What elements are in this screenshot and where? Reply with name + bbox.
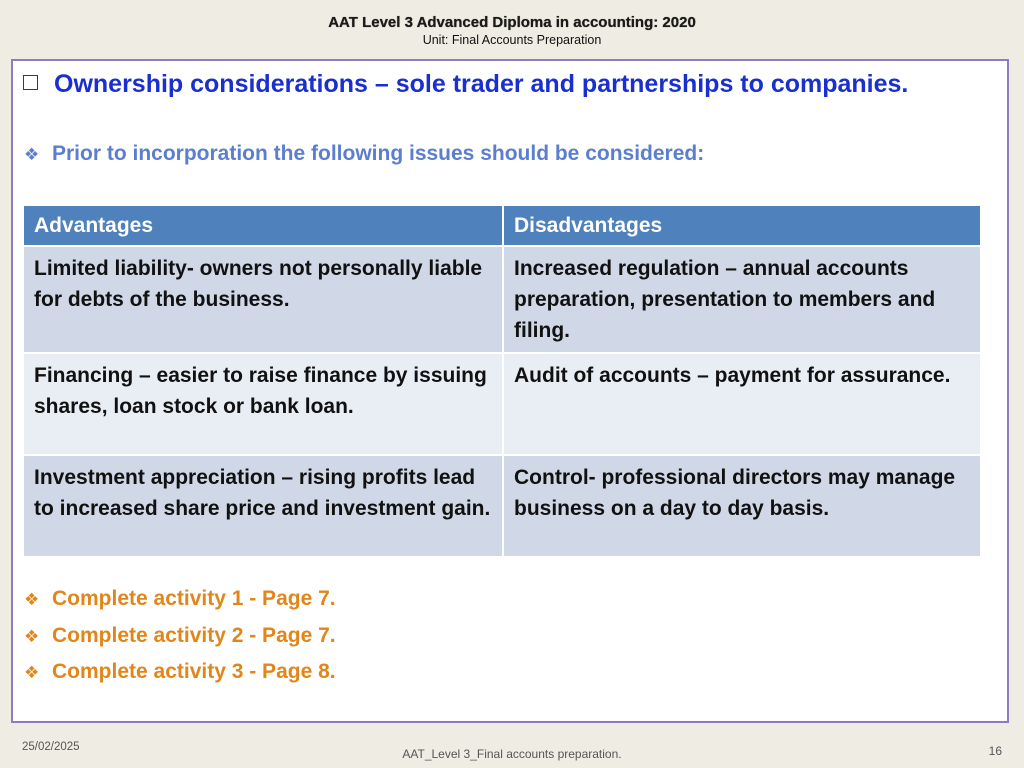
- four-diamond-bullet-icon: ❖: [24, 626, 40, 646]
- checkbox-square-icon: [23, 75, 38, 90]
- activity-text: Complete activity 3 - Page 8.: [52, 660, 336, 683]
- activity-list: [24, 583, 336, 693]
- advantages-disadvantages-table: [22, 204, 982, 558]
- advantage-cell: Limited liability- owners not personally liable for debts of the business.: [23, 246, 503, 353]
- list-item: [24, 656, 336, 693]
- unit-subtitle: Unit: Final Accounts Preparation: [422, 33, 602, 47]
- intro-bullet: [24, 142, 704, 166]
- four-diamond-bullet-icon: ❖: [24, 145, 40, 164]
- slide-header: [0, 14, 1024, 47]
- advantage-cell: Financing – easier to raise finance by issuing shares, loan stock or bank loan.: [23, 353, 503, 455]
- four-diamond-bullet-icon: ❖: [24, 590, 40, 609]
- advantage-cell: Investment appreciation – rising profits lead to increased share price and investment gain.: [23, 455, 503, 557]
- disadvantage-cell: Control- professional directors may manage business on a day to day basis.: [503, 455, 981, 557]
- footer-caption: AAT_Level 3_Final accounts preparation.: [402, 747, 622, 761]
- page-number: 16: [988, 744, 1002, 758]
- slide-heading: [20, 67, 920, 101]
- table-row: [23, 246, 981, 353]
- table-row: [23, 455, 981, 557]
- column-header-advantages: Advantages: [23, 205, 503, 246]
- course-title: AAT Level 3 Advanced Diploma in accounting: 2020: [328, 14, 696, 31]
- list-item: [24, 620, 336, 657]
- column-header-disadvantages: Disadvantages: [503, 205, 981, 246]
- disadvantage-cell: Increased regulation – annual accounts preparation, presentation to members and filing.: [503, 246, 981, 353]
- table-row: [23, 353, 981, 455]
- activity-text: Complete activity 1 - Page 7.: [52, 587, 336, 610]
- disadvantage-cell: Audit of accounts – payment for assurance.: [503, 353, 981, 455]
- intro-text: Prior to incorporation the following issues should be considered:: [52, 142, 705, 165]
- footer-date: 25/02/2025: [22, 741, 80, 753]
- activity-text: Complete activity 2 - Page 7.: [52, 623, 336, 647]
- slide-heading-text: Ownership considerations – sole trader and partnerships to companies.: [54, 70, 909, 98]
- table-header-row: [23, 205, 981, 246]
- four-diamond-bullet-icon: ❖: [24, 663, 40, 682]
- list-item: [24, 583, 336, 620]
